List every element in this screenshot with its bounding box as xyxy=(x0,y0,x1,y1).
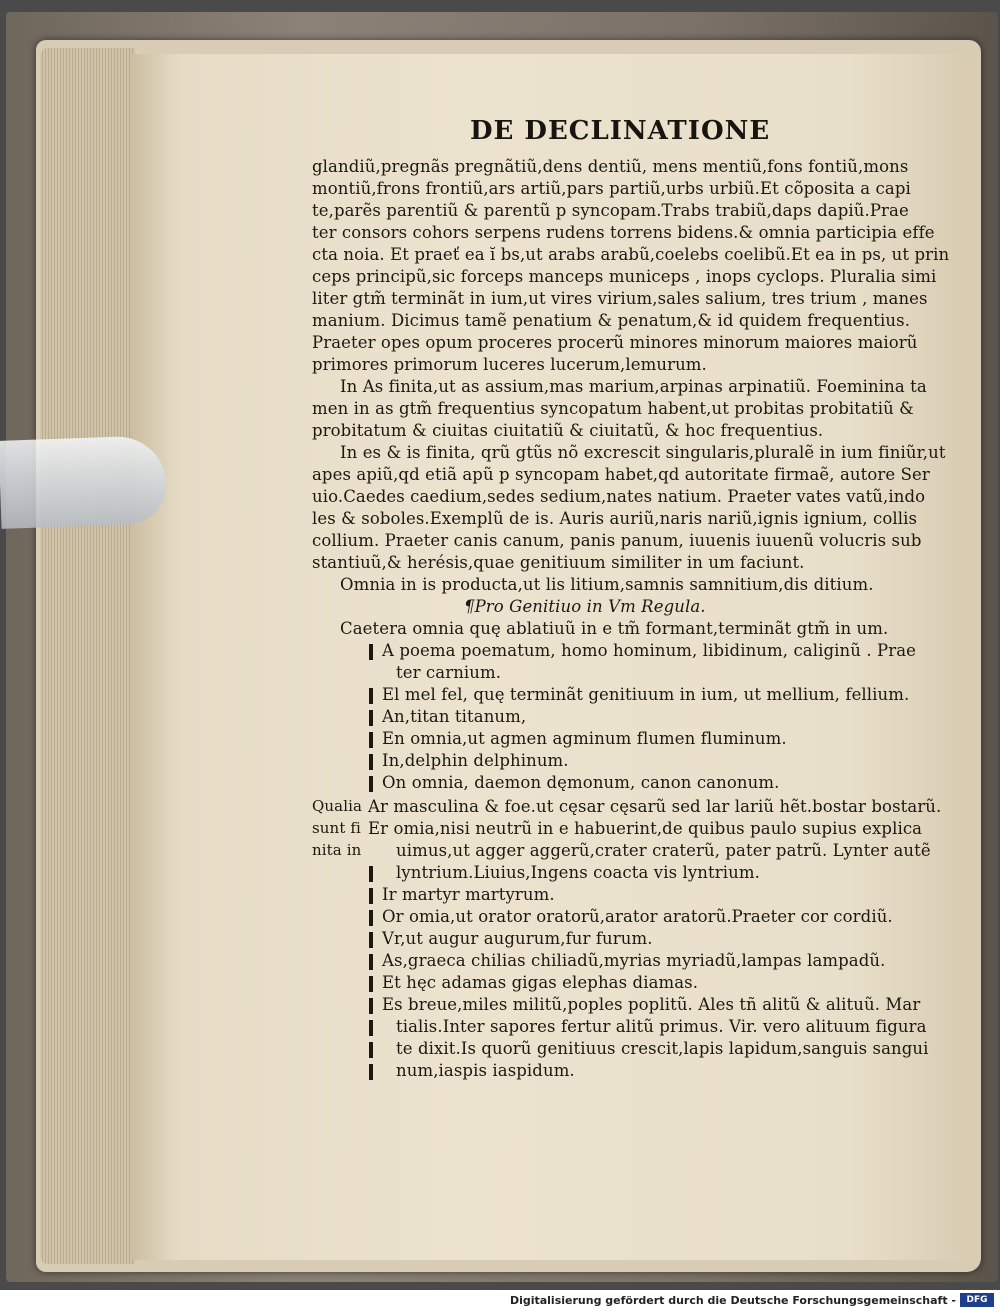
rule-line: Er omia,nisi neutrũ in e habuerint,de quibus paulo supius explica xyxy=(368,819,923,838)
rule-line: num,iaspis iaspidum. xyxy=(396,1061,575,1080)
rule-line: tialis.Inter sapores fertur alitũ primus. Vir. vero alituum figura xyxy=(396,1017,927,1036)
text-line: primores primorum luceres lucerum,lemurum. xyxy=(312,355,707,374)
text-line: ceps principũ,sic forceps manceps municeps , inops cyclops. Pluralia simi xyxy=(312,267,937,286)
funding-credit: Digitalisierung gefördert durch die Deutsche Forschungsgemeinschaft - xyxy=(509,1294,956,1307)
text-line: In es & is finita, qrũ gtũs nõ excrescit singularis,pluralẽ in ium finiũr,ut xyxy=(340,443,946,462)
text-line: uio.Caedes caedium,sedes sedium,nates natium. Praeter vates vatũ,indo xyxy=(312,487,926,506)
text-line: ter consors cohors serpens rudens torrens bidens.& omnia participia effe xyxy=(312,223,935,242)
brace-mark xyxy=(369,932,373,948)
rule-line: As,graeca chilias chiliadũ,myrias myriadũ,lampas lampadũ. xyxy=(382,951,886,970)
rule-line: Et hęc adamas gigas elephas diamas. xyxy=(382,973,699,992)
brace-mark xyxy=(369,732,373,748)
running-head: DE DECLINATIONE xyxy=(470,116,771,146)
text-line: Praeter opes opum proceres procerũ minores minorum maiores maiorũ xyxy=(312,333,918,352)
text-line: collium. Praeter canis canum, panis panum, iuuenis iuuenũ volucris sub xyxy=(312,531,922,550)
rule-line: Vr,ut augur augurum,fur furum. xyxy=(382,929,653,948)
brace-mark xyxy=(369,710,373,726)
brace-mark xyxy=(369,1064,373,1080)
text-line: Caetera omnia quę ablatiuũ in e tm̃ formant,terminãt gtm̃ in um. xyxy=(340,619,889,638)
brace-mark xyxy=(369,976,373,992)
margin-note: sunt fi xyxy=(312,819,361,837)
brace-mark xyxy=(369,954,373,970)
margin-note: nita in xyxy=(312,841,362,859)
dfg-logo: DFG xyxy=(960,1293,994,1307)
rule-line: ter carnium. xyxy=(396,663,502,682)
text-line: In As finita,ut as assium,mas marium,arpinas arpinatiũ. Foeminina ta xyxy=(340,377,927,396)
brace-mark xyxy=(369,866,373,882)
text-line: apes apiũ,qd etiã apũ p syncopam habet,qd autoritate firmaẽ, autore Ser xyxy=(312,465,930,484)
rule-line: lyntrium.Liuius,Ingens coacta vis lyntrium. xyxy=(396,863,760,882)
text-line: glandiũ,pregnãs pregnãtiũ,dens dentiũ, mens mentiũ,fons fontiũ,mons xyxy=(312,157,909,176)
section-heading: ¶Pro Genitiuo in Vm Regula. xyxy=(464,597,706,616)
rule-line: An,titan titanum, xyxy=(382,707,527,726)
text-line: manium. Dicimus tamẽ penatium & penatum,& id quidem frequentius. xyxy=(312,311,911,330)
text-line: te,parẽs parentiũ & parentũ p syncopam.Trabs trabiũ,daps dapiũ.Prae xyxy=(312,201,909,220)
text-line: liter gtm̃ terminãt in ium,ut vires virium,sales salium, tres trium , manes xyxy=(312,289,928,308)
rule-line: On omnia, daemon dęmonum, canon canonum. xyxy=(382,773,780,792)
text-line: Omnia in is producta,ut lis litium,samnis samnitium,dis ditium. xyxy=(340,575,874,594)
brace-mark xyxy=(369,910,373,926)
rule-line: Ar masculina & foe.ut cęsar cęsarũ sed lar lariũ hẽt.bostar bostarũ. xyxy=(368,797,942,816)
rule-line: En omnia,ut agmen agminum flumen fluminum. xyxy=(382,729,787,748)
brace-mark xyxy=(369,688,373,704)
brace-mark xyxy=(369,1020,373,1036)
rule-line: uimus,ut agger aggerũ,crater craterũ, pater patrũ. Lynter autẽ xyxy=(396,841,931,860)
text-line: les & soboles.Exemplũ de is. Auris auriũ,naris nariũ,ignis ignium, collis xyxy=(312,509,918,528)
rule-line: Es breue,miles militũ,poples poplitũ. Ales tñ alitũ & alituũ. Mar xyxy=(382,995,921,1014)
brace-mark xyxy=(369,776,373,792)
text-line: men in as gtm̃ frequentius syncopatum habent,ut probitas probitatiũ & xyxy=(312,399,914,418)
text-line: cta noia. Et praeť ea ĭ bs,ut arabs arabũ,coelebs coelibũ.Et ea in ps, ut prin xyxy=(312,245,950,264)
rule-line: te dixit.Is quorũ genitiuus crescit,lapis lapidum,sanguis sangui xyxy=(396,1039,929,1058)
text-line: montiũ,frons frontiũ,ars artiũ,pars partiũ,urbs urbiũ.Et cõposita a capi xyxy=(312,179,911,198)
rule-line: Or omia,ut orator oratorũ,arator aratorũ.Praeter cor cordiũ. xyxy=(382,907,893,926)
brace-mark xyxy=(369,754,373,770)
brace-mark xyxy=(369,1042,373,1058)
rule-line: El mel fel, quę terminãt genitiuum in ium, ut mellium, fellium. xyxy=(382,685,910,704)
rule-line: In,delphin delphinum. xyxy=(382,751,569,770)
glass-page-weight xyxy=(0,435,167,529)
rule-line: Ir martyr martyrum. xyxy=(382,885,555,904)
text-line: stantiuũ,& herésis,quae genitiuum similiter in um faciunt. xyxy=(312,553,805,572)
brace-mark xyxy=(369,644,373,660)
text-line: probitatum & ciuitas ciuitatiũ & ciuitatũ, & hoc frequentius. xyxy=(312,421,824,440)
brace-mark xyxy=(369,888,373,904)
page-edges xyxy=(40,48,135,1264)
digitization-footer xyxy=(0,1290,1000,1311)
brace-mark xyxy=(369,998,373,1014)
margin-note: Qualia xyxy=(312,797,363,815)
rule-line: A poema poematum, homo hominum, libidinum, caliginũ . Prae xyxy=(382,641,917,660)
